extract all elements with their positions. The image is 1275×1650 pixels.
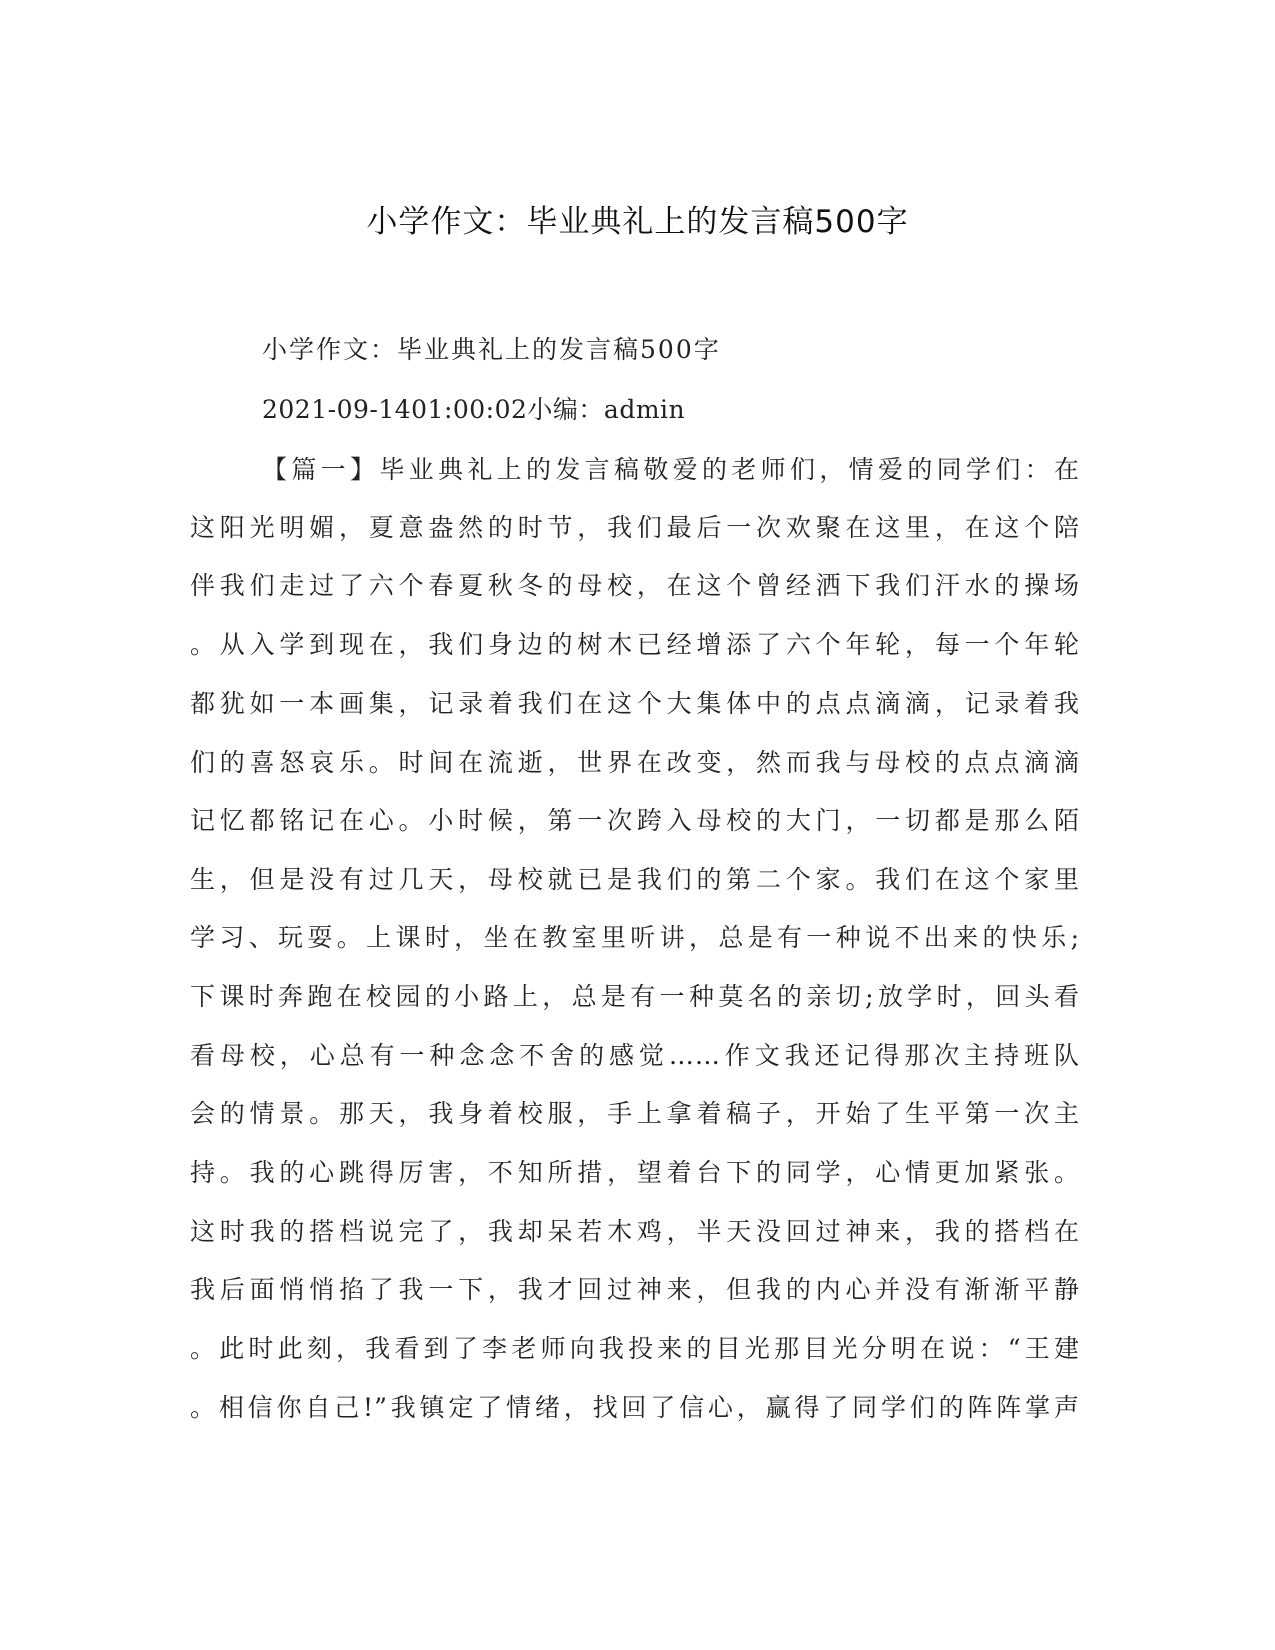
paragraph-line: 。从入学到现在，我们身边的树木已经增添了六个年轮，每一个年轮 [190,630,1080,659]
paragraph-line: 伴我们走过了六个春夏秋冬的母校，在这个曾经洒下我们汗水的操场 [190,571,1080,600]
paragraph-line: 【篇一】毕业典礼上的发言稿敬爱的老师们，情爱的同学们：在 [262,455,1080,484]
paragraph-line: 。此时此刻，我看到了李老师向我投来的目光那目光分明在说：“王建 [190,1334,1080,1363]
paragraph-line: 下课时奔跑在校园的小路上，总是有一种莫名的亲切;放学时，回头看 [190,982,1080,1011]
paragraph-line: 记忆都铭记在心。小时候，第一次跨入母校的大门，一切都是那么陌 [190,806,1080,835]
paragraph-line: 。相信你自己!”我镇定了情绪，找回了信心，赢得了同学们的阵阵掌声 [190,1393,1080,1422]
paragraph-line: 我后面悄悄掐了我一下，我才回过神来，但我的内心并没有渐渐平静 [190,1275,1080,1304]
document-subtitle: 小学作文：毕业典礼上的发言稿500字 [262,335,721,364]
paragraph-line: 这阳光明媚，夏意盎然的时节，我们最后一次欢聚在这里，在这个陪 [190,513,1080,542]
paragraph-line: 看母校，心总有一种念念不舍的感觉……作文我还记得那次主持班队 [190,1041,1080,1070]
paragraph-line: 都犹如一本画集，记录着我们在这个大集体中的点点滴滴，记录着我 [190,689,1080,718]
document-title: 小学作文：毕业典礼上的发言稿500字 [366,204,909,240]
paragraph-line: 持。我的心跳得厉害，不知所措，望着台下的同学，心情更加紧张。 [190,1158,1080,1187]
paragraph-line: 们的喜怒哀乐。时间在流逝，世界在改变，然而我与母校的点点滴滴 [190,748,1080,777]
paragraph-line: 生，但是没有过几天，母校就已是我们的第二个家。我们在这个家里 [190,865,1080,894]
paragraph-line: 学习、玩耍。上课时，坐在教室里听讲，总是有一种说不出来的快乐; [190,923,1080,952]
paragraph-line: 会的情景。那天，我身着校服，手上拿着稿子，开始了生平第一次主 [190,1099,1080,1128]
publish-dateline: 2021-09-1401:00:02小编：admin [262,395,686,424]
paragraph-line: 这时我的搭档说完了，我却呆若木鸡，半天没回过神来，我的搭档在 [190,1217,1080,1246]
